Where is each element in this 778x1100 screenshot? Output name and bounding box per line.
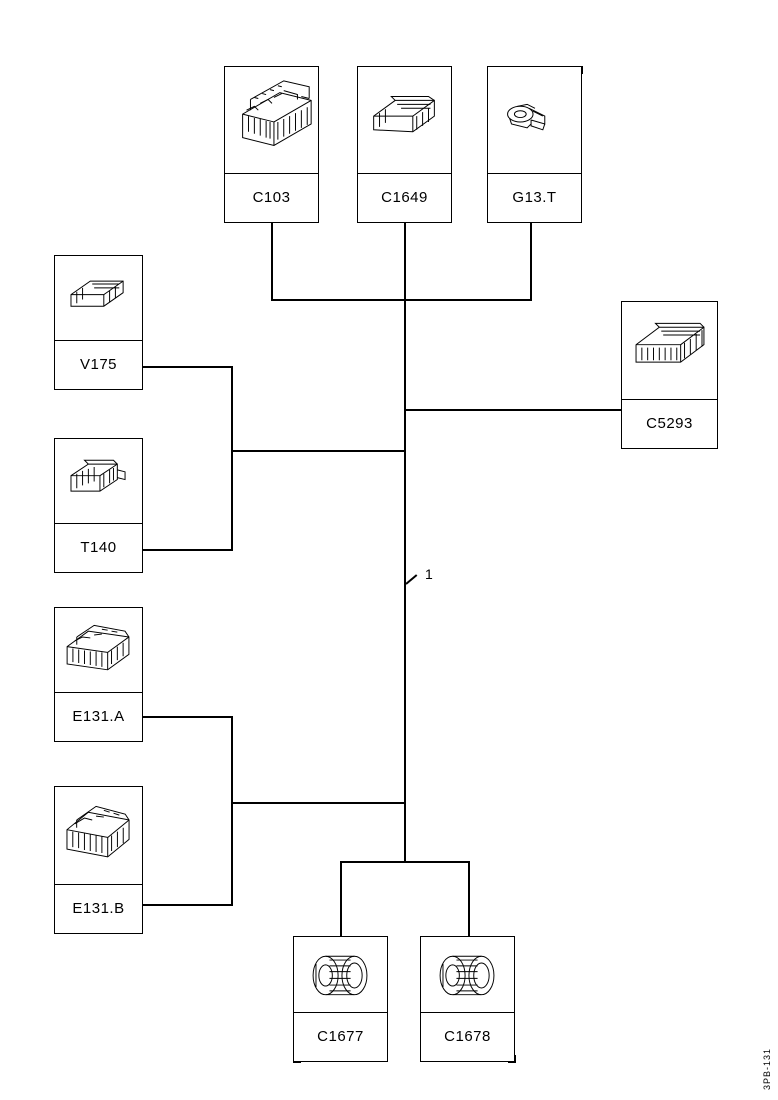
c5293-label: C5293 bbox=[646, 415, 693, 432]
wire-left-lower-trunk bbox=[232, 802, 405, 804]
wire-g13t-drop bbox=[530, 222, 532, 300]
corner-mark-bottom-right bbox=[508, 1055, 516, 1063]
t140-label: T140 bbox=[80, 539, 117, 556]
c103-image bbox=[225, 67, 318, 174]
callout-leader bbox=[405, 574, 417, 585]
wire-c1649-drop bbox=[404, 222, 406, 862]
e131b-label: E131.B bbox=[72, 900, 125, 917]
drawing-code: 3PB-131 bbox=[762, 1047, 772, 1090]
callout-number: 1 bbox=[425, 566, 433, 582]
c1677-image bbox=[294, 937, 387, 1013]
node-e131b[interactable] bbox=[54, 786, 143, 934]
wire-left-lower-riser bbox=[231, 716, 233, 906]
wire-e131a-branch bbox=[142, 716, 233, 718]
connector-round-icon bbox=[294, 937, 387, 1012]
c5293-image bbox=[622, 302, 717, 400]
wire-e131b-branch bbox=[142, 904, 233, 906]
node-t140[interactable] bbox=[54, 438, 143, 573]
v175-image bbox=[55, 256, 142, 341]
g13t-label: G13.T bbox=[512, 189, 557, 206]
corner-mark-bottom-left bbox=[293, 1055, 301, 1063]
ground-eyelet-icon bbox=[488, 67, 581, 173]
wire-c103-drop bbox=[271, 222, 273, 300]
wire-bottom-bus bbox=[340, 861, 470, 863]
connector-wide-icon bbox=[55, 608, 142, 692]
t140-image bbox=[55, 439, 142, 524]
node-c103[interactable] bbox=[224, 66, 319, 223]
node-g13t[interactable] bbox=[487, 66, 582, 223]
connector-block-icon bbox=[55, 439, 142, 523]
connector-box-icon bbox=[622, 302, 717, 399]
corner-mark-top-right bbox=[575, 66, 583, 74]
c103-label: C103 bbox=[252, 189, 291, 206]
corner-mark-top-left bbox=[224, 66, 232, 74]
wire-c1677-drop bbox=[340, 861, 342, 936]
wire-left-upper-trunk bbox=[232, 450, 405, 452]
connector-small-icon bbox=[55, 256, 142, 340]
wire-left-upper-riser bbox=[231, 366, 233, 551]
connector-inline-icon bbox=[358, 67, 451, 173]
connector-round-icon bbox=[421, 937, 514, 1012]
g13t-image bbox=[488, 67, 581, 174]
node-c5293[interactable] bbox=[621, 301, 718, 449]
e131a-image bbox=[55, 608, 142, 693]
node-c1677[interactable] bbox=[293, 936, 388, 1062]
wire-v175-branch bbox=[142, 366, 233, 368]
connector-multipin-icon bbox=[225, 67, 318, 173]
node-c1649[interactable] bbox=[357, 66, 452, 223]
c1649-label: C1649 bbox=[381, 189, 428, 206]
c1677-label: C1677 bbox=[317, 1028, 364, 1045]
wire-c5293-branch bbox=[404, 409, 622, 411]
node-e131a[interactable] bbox=[54, 607, 143, 742]
c1649-image bbox=[358, 67, 451, 174]
c1678-label: C1678 bbox=[444, 1028, 491, 1045]
c1678-image bbox=[421, 937, 514, 1013]
wire-top-bus bbox=[271, 299, 532, 301]
node-c1678[interactable] bbox=[420, 936, 515, 1062]
e131a-label: E131.A bbox=[72, 708, 125, 725]
connector-wide-icon bbox=[55, 787, 142, 884]
node-v175[interactable] bbox=[54, 255, 143, 390]
wire-c1678-drop bbox=[468, 861, 470, 936]
e131b-image bbox=[55, 787, 142, 885]
wire-t140-branch bbox=[142, 549, 233, 551]
v175-label: V175 bbox=[79, 356, 118, 373]
